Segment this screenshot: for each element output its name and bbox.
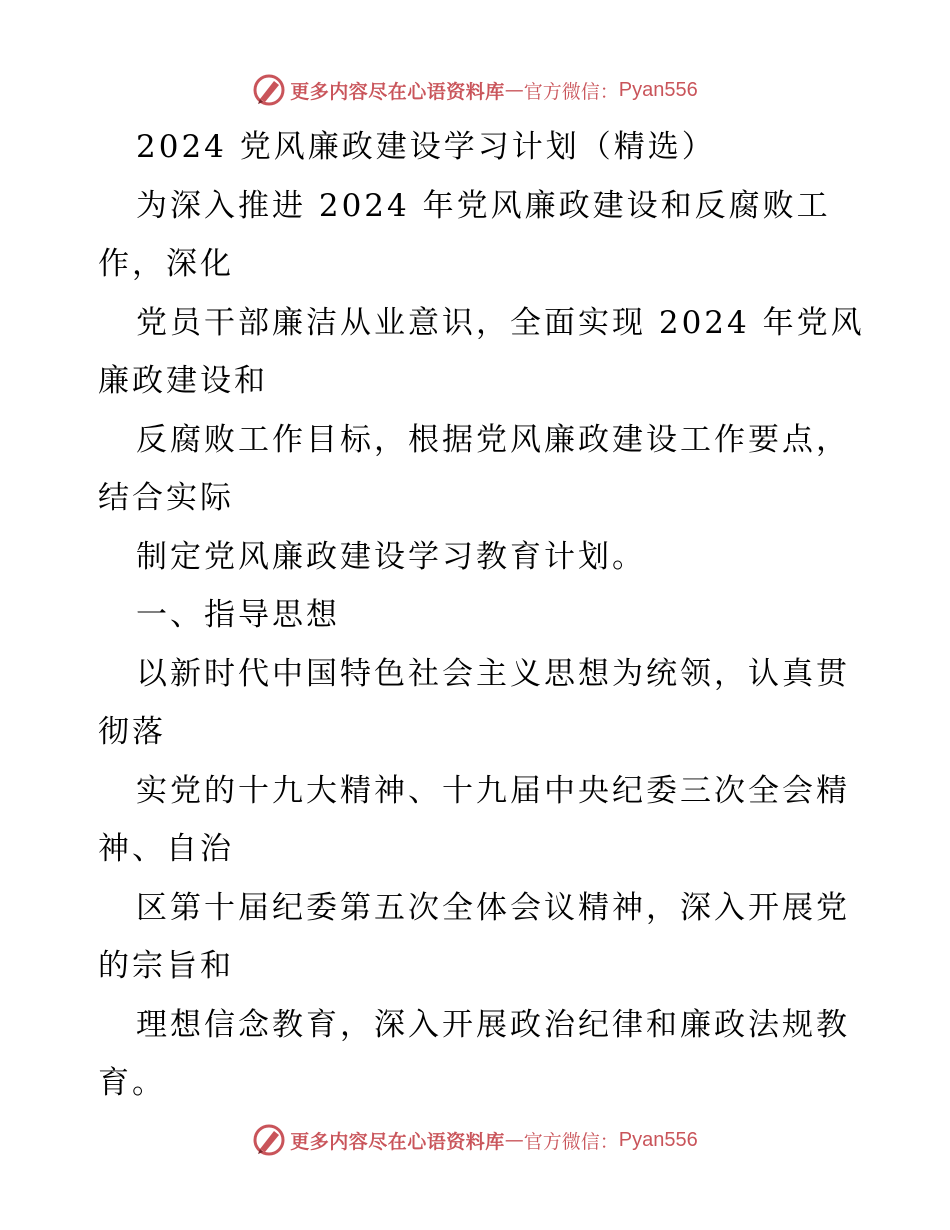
paragraph-line: 为深入推进 2024 年党风廉政建设和反腐败工 [136, 187, 831, 224]
paragraph-line: 神、自治 [98, 831, 234, 867]
paragraph-line: 党员干部廉洁从业意识，全面实现 2024 年党风 [136, 304, 865, 341]
paragraph-line: 廉政建设和 [98, 363, 268, 399]
pen-logo-icon [252, 1123, 286, 1157]
paragraph-line: 以新时代中国特色社会主义思想为统领，认真贯 [136, 655, 850, 692]
section-heading: 一、指导思想 [136, 597, 340, 633]
pen-logo-icon [252, 73, 286, 107]
paragraph-line: 理想信念教育，深入开展政治纪律和廉政法规教 [136, 1006, 850, 1043]
paragraph-line: 的宗旨和 [98, 948, 234, 984]
document-body [98, 118, 865, 1113]
header-banner [0, 70, 950, 110]
paragraph-line: 育。 [98, 1065, 166, 1101]
paragraph-line: 结合实际 [98, 480, 234, 516]
paragraph-line: 制定党风廉政建设学习教育计划。 [136, 538, 646, 575]
banner-contact-id: Pyan556 [618, 78, 698, 101]
paragraph-line: 作，深化 [98, 246, 234, 282]
document-title: 2024 党风廉政建设学习计划（精选） [136, 129, 716, 165]
paragraph-line: 实党的十九大精神、十九届中央纪委三次全会精 [136, 772, 850, 809]
banner-brand-text: 更多内容尽在心语资料库 [290, 1130, 505, 1153]
banner-dash: — [504, 79, 524, 101]
banner-brand-text: 更多内容尽在心语资料库 [290, 80, 505, 103]
paragraph-line: 区第十届纪委第五次全体会议精神，深入开展党 [136, 889, 850, 926]
banner-dash: — [504, 1129, 524, 1151]
banner-contact-label: 官方微信： [523, 80, 619, 103]
paragraph-line: 彻落 [98, 714, 166, 750]
banner-contact-label: 官方微信： [523, 1130, 619, 1153]
paragraph-line: 反腐败工作目标，根据党风廉政建设工作要点， [136, 421, 850, 458]
footer-banner [0, 1120, 950, 1160]
banner-contact-id: Pyan556 [618, 1128, 698, 1151]
